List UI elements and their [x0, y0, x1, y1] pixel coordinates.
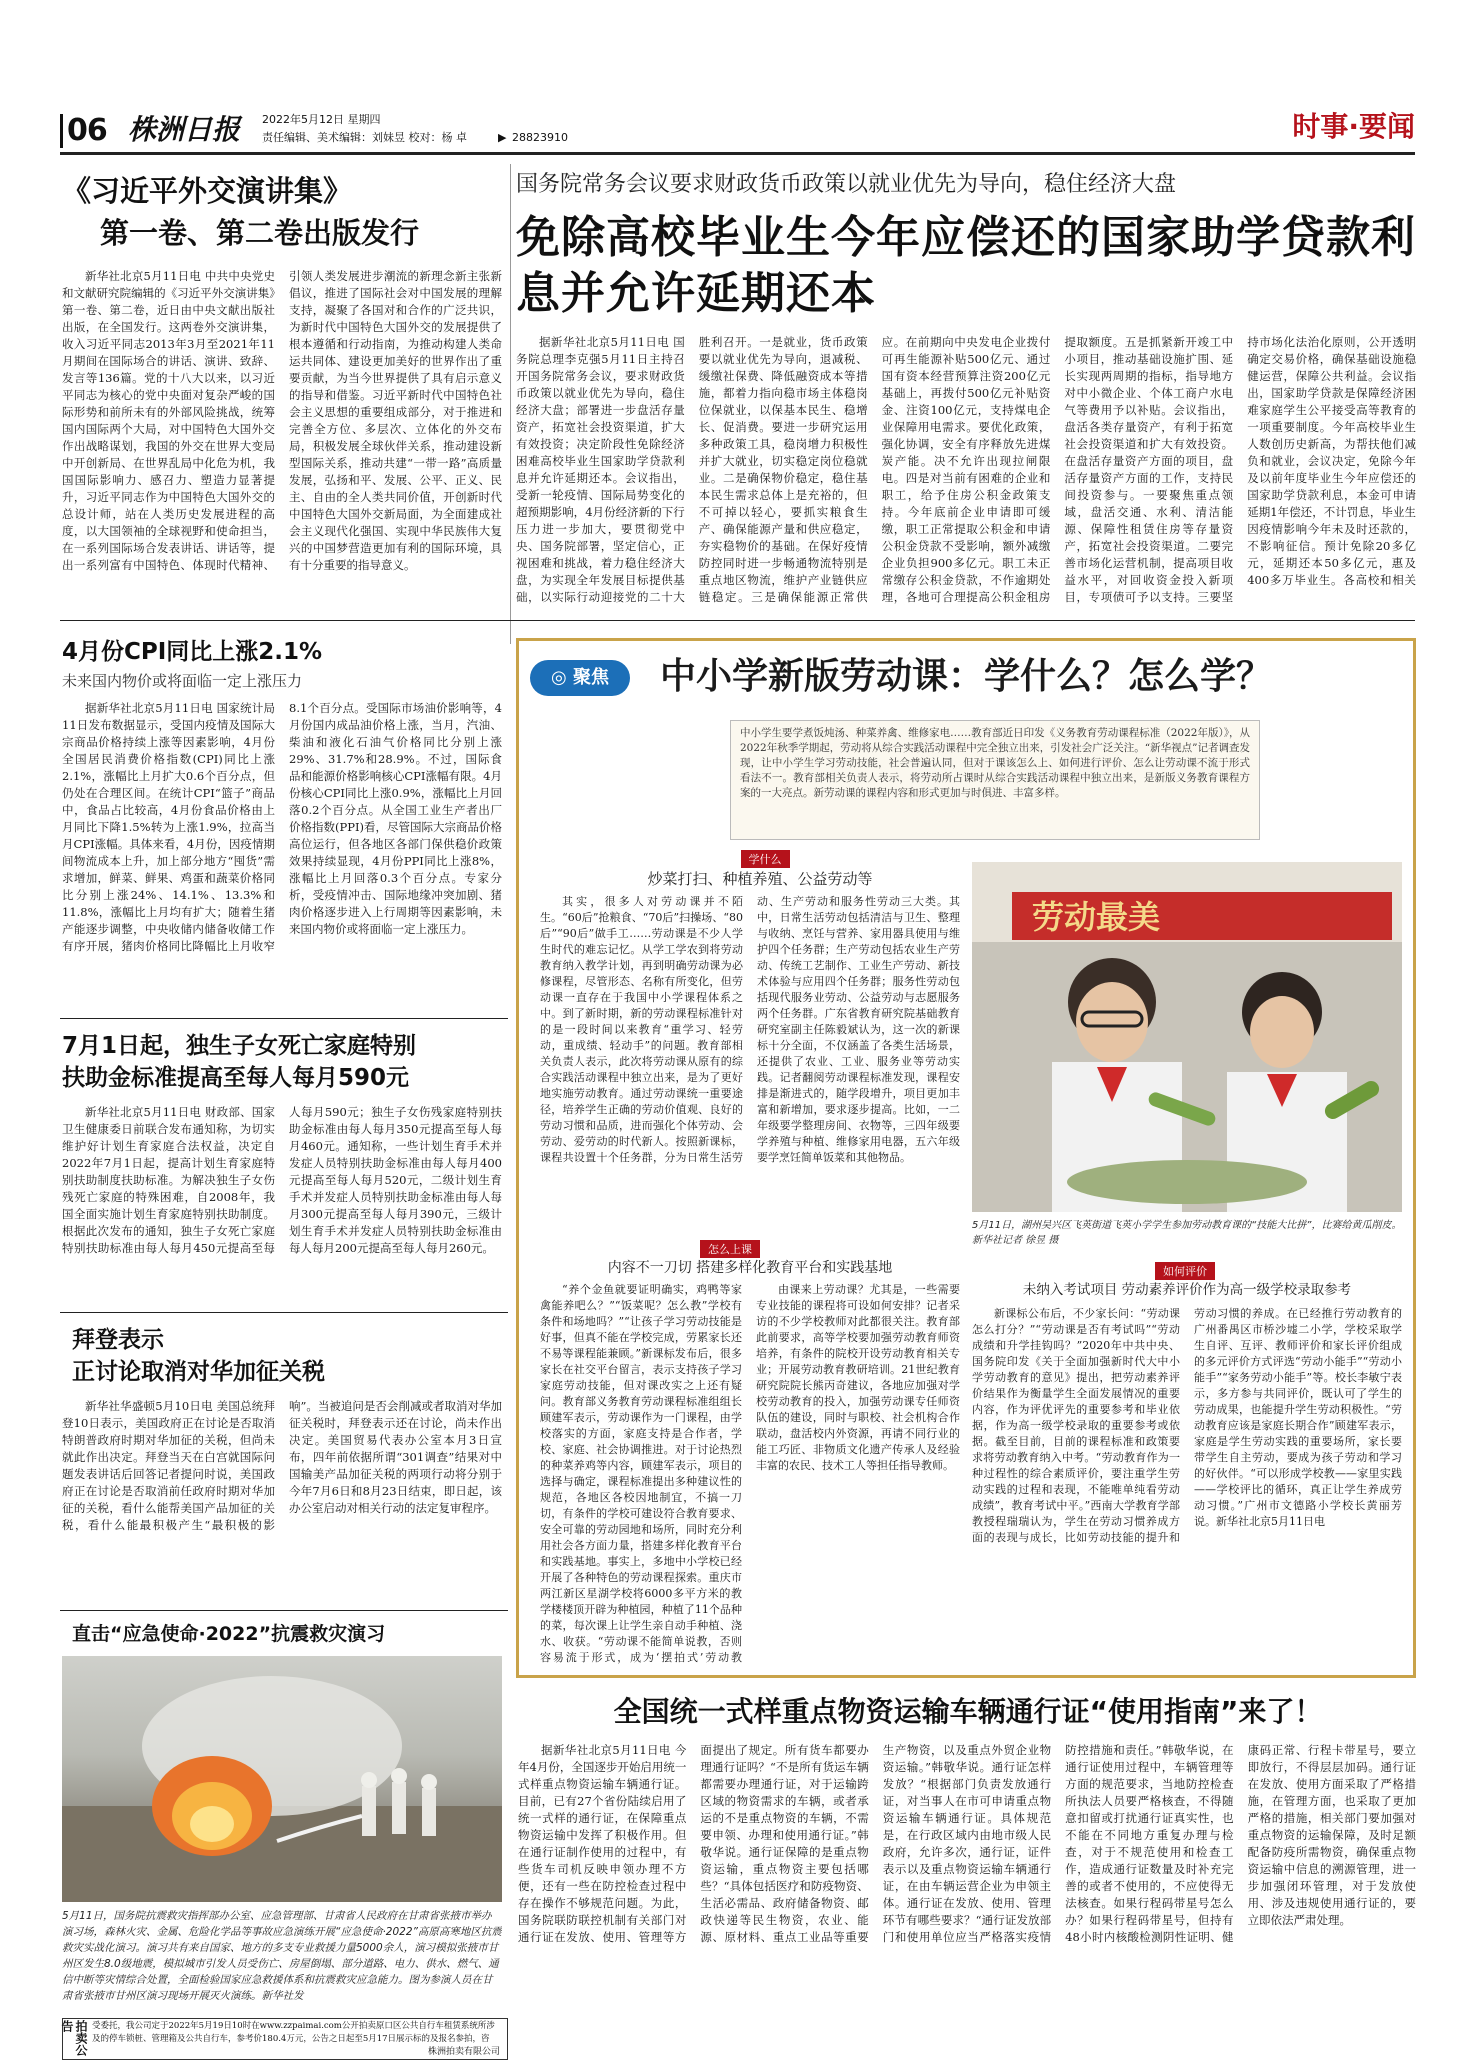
- focus-headline: 中小学新版劳动课：学什么？怎么学？: [660, 656, 1273, 697]
- section-badge: 怎么上课: [700, 1238, 760, 1258]
- magnifier-icon: ◎: [551, 667, 567, 688]
- students-peeling-cucumbers-illustration: [972, 862, 1402, 1212]
- students-photo: [972, 862, 1402, 1212]
- editors-line: 责任编辑、美术编辑：刘妹昱 校对：杨 卓: [262, 131, 467, 144]
- section-badge: 如何评价: [1150, 1260, 1220, 1280]
- photo-caption: 5月11日，湖州吴兴区飞英街道飞英小学学生参加劳动教育课的“技能大比拼”，比赛给黄瓜削皮。新华社记者 徐昱 摄: [972, 1220, 1402, 1246]
- notice-text: 受委托，我公司定于2022年5月19日10时在www.zzpaimai.com公开拍卖原口区公共自行车租赁系统所涉及的停车锁桩、管理箱及公共自行车，参考价180.4万元，公告之日起至5月17日展示标的及报名参拍，咨: [92, 2021, 495, 2044]
- headline: 全国统一式样重点物资运输车辆通行证“使用指南”来了！: [613, 1695, 1323, 1728]
- headline-line2: 扶助金标准提高至每人每月590元: [62, 1065, 410, 1091]
- kicker: 国务院常务会议要求财政货币政策以就业优先为导向，稳住经济大盘: [516, 172, 1177, 197]
- column-divider: [510, 164, 511, 644]
- section-badge: 学什么: [740, 848, 790, 868]
- headline-line2: 第一卷、第二卷出版发行: [100, 216, 420, 250]
- headline-line1: 拜登表示: [72, 1327, 164, 1353]
- headline: 4月份CPI同比上涨2.1%: [62, 639, 323, 665]
- section-title: 内容不一刀切 搭建多样化教育平台和实践基地: [607, 1260, 893, 1276]
- section-body: 新课标公布后，不少家长问：“劳动课怎么打分？”“劳动课是否有考试吗”“劳动成绩和升学挂钩吗？”2020年中共中央、国务院印发《关于全面加强新时代大中小学劳动教育的意见》提出，把劳动素养评价结果作为衡量学生全面发展情况的重要内容，作为评优评先的重要参考和毕业依据，作为高一级学校录取的重要参考或依据。截至目前，目前的课程标准和政策要求将劳动教育纳入中考。“劳动教育作为一种过程性的综合素质评价，要注重学生劳动实践的过程和表现，不能唯单纯看劳动成绩”，教育考试中平。”西南大学教育学部教授程瑞瑞认为，学生在劳动习惯养成方面的表现与成长，比如劳动技能的提升和劳动习惯的养成。在已经推行劳动教育的广州番禺区市桥沙墟二小学，学校采取学生自评、互评、教师评价和家长评价组成的多元评价方式评选“劳动小能手”“劳动小能手”“家务劳动小能手”等。校长李敏宁表示，多方参与共同评价，既认可了学生的劳动成果，也能提升学生劳动积极性。“劳动教育应该是家庭长期合作”顾建军表示，家庭是学生劳动实践的重要场所，家长要带学生自主劳动，要成为孩子劳动和学习的好伙伴。“可以形成学校教——家里实践——学校评比的循环，真正让学生养成劳动习惯。”广州市文德路小学校长黄丽芳说。新华社北京5月11日电: [972, 1307, 1402, 1544]
- article-body: 据新华社北京5月11日电 今年4月份，全国逐步开始启用统一式样重点物资运输车辆通行证。目前，已有27个省份陆续启用了统一式样的通行证，在保障重点物资运输中发挥了积极作用。但在通行证制作使用的过程中，有些货车司机反映申领办理不方便，还有一些在防控检查过程中存在操作不够规范问题。为此，国务院联防联控机制有关部门对通行证在发放、使用、管理等方面提出了规定。所有货车都要办理通行证吗？“不是所有货运车辆都需要办理通行证，对于运输跨区域的物资需求的车辆，或者承运的不是重点物资的车辆，不需要申领、办理和使用通行证。”韩敬华说。通行证保障的是重点物资运输，重点物资主要包括哪些？“具体包括医疗和防疫物资、生活必需品、政府储备物资、邮政快递等民生物资，农业、能源、原材料、重点工业品等重要生产物资，以及重点外贸企业物资运输。”韩敬华说。通行证怎样发放？“根据部门负责发放通行证，对当事人在市可申请重点物资运输车辆通行证。具体规范是，在行政区域内由地市级人民政府，允许多次，通行证，证件表示以及重点物资运输车辆通行证，在由车辆运营企业为申领主体。通行证在发放、使用、管理环节有哪些要求？“通行证发放部门和使用单位应当严格落实疫情防控措施和责任。”韩敬华说，在通行证使用过程中，车辆管理等方面的规范要求，当地防控检查所执法人员要严格核查，不得随意扣留或打扰通行证真实性，也不能在不同地方重复办理与检查，对于不规范使用和检查工作，造成通行证数量及时补充完善的或者不使用的，不应使得无法核查。如果行程码带星号怎么办？如果行程码带星号，但持有48小时内核酸检测阴性证明、健康码正常、行程卡带星号，要立即放行，不得层层加码。通行证在发放、使用方面采取了严格措施，在管理方面，也采取了更加严格的措施，相关部门要加强对重点物资的运输保障，及时足额配备防疫所需物资，确保重点物资运输中信息的溯源管理，进一步加强闭环管理，对于发放使用、涉及违规使用通行证的，要立即依法严肃处理。: [518, 1743, 1416, 1944]
- section-body: 其实，很多人对劳动课并不陌生。“60后”抢粮食、“70后”扫操场、“80后”“90后”做手工……劳动课是不少人学生时代的难忘记忆。从学工学农到将劳动教育纳入教学计划，再到明确劳动课为必修课程，尽管形态、名称有所变化，但劳动课一直存在于我国中小学课程体系之中。到了新时期，新的劳动课程标准针对的是一段时间以来教育“重学习、轻劳动，重成绩、轻动手”的问题。教育部相关负责人表示，此次将劳动课从原有的综合实践活动课程中独立出来，是为了更好地实施劳动教育。通过劳动课统一重要途径，培养学生正确的劳动价值观、良好的劳动习惯和品质，进而强化个体劳动、会劳动、爱劳动的时代新人。按照新课标，课程共设置十个任务群，分为日常生活劳动、生产劳动和服务性劳动三大类。其中，日常生活劳动包括清洁与卫生、整理与收纳、烹饪与营养、家用器具使用与维护四个任务群；生产劳动包括农业生产劳动、传统工艺制作、工业生产劳动、新技术体验与应用四个任务群；服务性劳动包括现代服务业劳动、公益劳动与志愿服务两个任务群。广东省教育研究院基础教育研究室副主任陈毅斌认为，这一次的新课标十分全面，不仅涵盖了各类生活场景，还提供了农业、工业、服务业等劳动实践。记者翻阅劳动课程标准发现，课程安排是渐进式的，随学段增升，项目更加丰富和新增加，要求逐步提高。比如，一二年级要学整理房间、衣物等，三四年级要学养殖与种植、维修家用电器，五六年级要学烹饪简单饭菜和其他物品。: [540, 895, 960, 1164]
- focus-logo: ◎ 聚焦: [530, 660, 630, 696]
- section-body: “养个金鱼就要证明确实，鸡鸭等家禽能养吧么？”“饭菜呢？怎么教”学校有条件和场地吗？”“让孩子学习劳动技能是好事，但真不能在学校完成，劳累家长还不易等课程能兼顾。”新课标发布后，很多家长在社交平台留言，表示支持孩子学习家庭劳动技能，但对课改实之上还有疑问。教育部义务教育劳动课程标准组组长顾建军表示，劳动课作为一门课程，由学校落实的方面，家庭支持是合作者，学校、家庭、社会协调推进。对于讨论热烈的种菜养鸡等内容，顾建军表示，项目的选择与确定，课程标准提出多种建议性的规范，各地区各校因地制宜，不搞一刀切，有条件的学校可建设符合教育要求、安全可靠的劳动园地和场所，同时充分利用社会各方面力量，搭建多样化教育平台和实践基地。事实上，多地中小学校已经开展了各种特色的劳动课程探索。重庆市两江新区星湖学校将6000多平方米的教学楼楼顶开辟为种植园，种植了11个品种的菜，每次课上让学生亲自动手种植、浇水、收获。“劳动课不能简单说教，否则容易流于形式，成为‘摆拍式’劳动教: [540, 1283, 742, 1664]
- notice-label: 拍卖公告: [60, 2020, 88, 2056]
- photo-caption: 5月11日，国务院抗震救灾指挥部办公室、应急管理部、甘肃省人民政府在甘肃省张掖市举办演习场，森林火灾、金属、危险化学品等事故应急演练开展“应急使命·2022”高原高寒地区抗震救灾实战化演习。演习共有来自国家、地方的多支专业救援力量5000余人，演习模拟张掖市甘州区发生8.0级地震，模拟城市引发人员受伤亡、房屋倒塌、部分道路、电力、供水、燃气、通信中断等灾情综合处置，全面检验国家应急救援体系和抗震救灾应急能力。图为参演人员在甘肃省张掖市甘州区演习现场开展灭火演练。新华社发: [62, 1910, 502, 2002]
- section-rule: [60, 1312, 508, 1313]
- header-rule: [60, 152, 1415, 155]
- masthead-logo: 株洲日报: [128, 113, 241, 146]
- article-body: 据新华社北京5月11日电 国家统计局11日发布数据显示，受国内疫情及国际大宗商品价格持续上涨等因素影响，4月份全国居民消费价格指数(CPI)同比上涨2.1%，涨幅比上月扩大0.6个百分点，但仍处在合理区间。在统计CPI“篮子”商品中，食品占比较高，4月份食品价格由上月同比下降1.5%转为上涨1.9%，拉高当月CPI涨幅。具体来看，4月份，因疫情期间物流成本上升，加上部分地方“囤货”需求增加，鲜菜、鲜果、鸡蛋和蔬菜价格同比分别上涨24%、14.1%、13.3%和11.8%，涨幅比上月均有扩大；随着生猪产能逐步调整，中央收储内储备收储工作有序开展，猪肉价格同比降幅比上月收窄8.1个百分点。受国际市场油价影响等，4月份国内成品油价格上涨，当月，汽油、柴油和液化石油气价格同比分别上涨29%、31.7%和28.9%。不过，国际食品和能源价格影响核心CPI涨幅有限。4月份核心CPI同比上涨0.9%，涨幅比上月回落0.2个百分点。从全国工业生产者出厂价格指数(PPI)看，尽管国际大宗商品价格高位运行，但各地区各部门保供稳价政策效果持续显现，4月份PPI同比上涨8%，涨幅比上月回落0.3个百分点。专家分析，受疫情冲击、国际地缘冲突加剧、猪肉价格逐步进入上行周期等因素影响，未来国内物价或将面临一定上涨压力。: [62, 701, 502, 953]
- hotline: 28823910: [512, 131, 568, 144]
- section-rule: [60, 1018, 508, 1019]
- issue-date: 2022年5月12日 星期四: [262, 113, 381, 126]
- phone-icon: ▶: [498, 131, 507, 144]
- drill-photo: [62, 1656, 502, 1902]
- section-title: 炒菜打扫、种植养殖、公益劳动等: [647, 870, 873, 888]
- notice-company: 株洲拍卖有限公司: [427, 2047, 500, 2057]
- section-name: 时事·要闻: [1292, 110, 1415, 143]
- headline-line1: 《习近平外交演讲集》: [62, 174, 353, 208]
- headline-line1: 7月1日起，独生子女死亡家庭特别: [62, 1033, 417, 1059]
- section-body-continued: 由课来上劳动课？尤其是，一些需要专业技能的课程将可设如何安排？记者采访的不少学校教师对此都很关注。教育部此前要求，高等学校要加强劳动教育师资培养，有条件的院校开设劳动教育相关专业；开展劳动教育教研培训。21世纪教育研究院院长熊丙奇建议，各地应加强对学校劳动教育的投入，加强劳动课专任师资队伍的建设，同时与职校、社会机构合作联动，盘活校内外资源，再请不同行业的能工巧匠、非物质文化遗产传承人及经验丰富的农民、技术工人等担任指导教师。: [756, 1283, 960, 1472]
- page-number: 06: [60, 114, 107, 148]
- headline-line2: 正讨论取消对华加征关税: [72, 1359, 325, 1385]
- headline: 直击“应急使命·2022”抗震救灾演习: [72, 1623, 386, 1645]
- subheadline: 未来国内物价或将面临一定上涨压力: [62, 672, 303, 690]
- banner-text: 劳动最美: [1032, 898, 1161, 936]
- section-title: 未纳入考试项目 劳动素养评价作为高一级学校录取参考: [1022, 1282, 1352, 1298]
- article-body: 新华社华盛顿5月10日电 美国总统拜登10日表示，美国政府正在讨论是否取消特朗普政府时期对华加征的关税，但尚未就此作出决定。拜登当天在白宫就国际问题发表讲话后回答记者提问时说，美国政府正在讨论是否取消前任政府时期对华加征的关税，看什么能帮美国产品加征的关税，看什么能最积极产生“最积极的影响”。当被追问是否会削减或者取消对华加征关税时，拜登表示还在讨论，尚未作出决定。美国贸易代表办公室本月3日宣布，四年前依据所谓“301调查”结果对中国输美产品加征关税的两项行动将分别于今年7月6日和8月23日结束，即日起，该办公室启动对相关行动的法定复审程序。: [62, 1399, 502, 1532]
- fire-scene-illustration: [62, 1656, 502, 1902]
- section-rule: [60, 620, 1415, 621]
- main-headline: 免除高校毕业生今年应偿还的国家助学贷款利息并允许延期还本: [516, 212, 1416, 319]
- article-body: 新华社北京5月11日电 中共中央党史和文献研究院编辑的《习近平外交演讲集》第一卷、第二卷，近日由中央文献出版社出版，在全国发行。这两卷外交演讲集，收入习近平同志2013年3月至2021年11月期间在国际场合的讲话、演讲、致辞、发言等136篇。党的十八大以来，以习近平同志为核心的党中央面对复杂严峻的国际形势和前所未有的外部风险挑战，统筹国内国际两个大局，对中国特色大国外交作出战略谋划，我国的外交在世界大变局中开创新局、在世界乱局中化危为机，我国国际影响力、感召力、塑造力显著提升，习近平同志作为中国特色大国外交的总设计师，站在人类历史发展进程的高度，以大国领袖的全球视野和使命担当，在一系列国际场合发表讲话、讲话等，提出一系列富有中国特色、体现时代精神、引领人类发展进步潮流的新理念新主张新倡议，推进了国际社会对中国发展的理解支持，凝聚了各国对和合作的广泛共识，为新时代中国特色大国外交的发展提供了根本遵循和行动指南，为推动构建人类命运共同体、建设更加美好的世界作出了重要贡献，为当今世界提供了具有启示意义的指导和借鉴。习近平新时代中国特色社会主义思想的重要组成部分，对于推进和完善全方位、多层次、立体化的外交布局，积极发展全球伙伴关系，推动建设新型国际关系，推动共建“一带一路”高质量发展，弘扬和平、发展、公平、正义、民主、自由的全人类共同价值，开创新时代中国特色大国外交新局面，为全面建成社会主义现代化强国、实现中华民族伟大复兴的中国梦营造更加有利的国际环境，具有十分重要的指导意义。: [62, 269, 502, 572]
- intro-text: 中小学生要学煮饭炖汤、种菜养禽、维修家电……教育部近日印发《义务教育劳动课程标准（2022年版）》，从2022年秋季学期起，劳动将从综合实践活动课程中完全独立出来，引发社会广泛关注。“新华视点”记者调查发现，让中小学生学习劳动技能，社会普遍认同，但对于课该怎么上、如何进行评价、怎么让劳动课不流于形式看法不一。教育部相关负责人表示，将劳动所占课时从综合实践活动课程中独立出来，是新版义务教育课程方案的一大亮点。新劳动课的课程内容和形式更加与时俱进、丰富多样。: [740, 727, 1250, 799]
- section-rule: [60, 1610, 508, 1611]
- article-body: 新华社北京5月11日电 财政部、国家卫生健康委日前联合发布通知称，为切实维护好计划生育家庭合法权益，决定自2022年7月1日起，提高计划生育家庭特别扶助制度扶助标准。为解决独生子女伤残死亡家庭的特殊困难，自2008年，我国全面实施计划生育家庭特别扶助制度。根据此次发布的通知，独生子女死亡家庭特别扶助标准由每人每月450元提高至每人每月590元；独生子女伤残家庭特别扶助金标准由每人每月350元提高至每人每月460元。通知称，一些计划生育手术并发症人员特别扶助金标准由每人每月400元提高至每人每月520元，二级计划生育手术并发症人员特别扶助金标准由每人每月300元提高至每人每月390元，三级计划生育手术并发症人员特别扶助金标准由每人每月200元提高至每人每月260元。: [62, 1105, 502, 1255]
- article-body: 据新华社北京5月11日电 国务院总理李克强5月11日主持召开国务院常务会议，要求财政货币政策以就业优先为导向，稳住经济大盘；部署进一步盘活存量资产，拓宽社会投资渠道，扩大有效投资；决定阶段性免除经济困难高校毕业生国家助学贷款利息并允许延期还本。会议指出，受新一轮疫情、国际局势变化的超预期影响，4月份经济新的下行压力进一步加大，要贯彻党中央、国务院部署，坚定信心，正视困难和挑战，着力稳住经济大盘，为实现全年发展目标提供基础，以实际行动迎接党的二十大胜利召开。一是就业，货币政策要以就业优先为导向，退减税、缓缴社保费、降低融资成本等措施，都着力指向稳市场主体稳岗位保就业，以保基本民生、稳增长、促消费。要进一步研究运用多种政策工具，稳岗增力积极性并扩大就业，切实稳定岗位稳就业。二是确保物价稳定，稳住基本民生需求总体上是充裕的，但不可掉以轻心，要抓实粮食生产、确保能源产量和供应稳定，夯实稳物价的基础。在保好疫情防控同时进一步畅通物流特别是重点地区物流，维护产业链供应链稳定。三是确保能源正常供应。在前期向中央发电企业拨付可再生能源补贴500亿元、通过国有资本经营预算注资200亿元基础上，再拨付500亿元补贴资金、注资100亿元，支持煤电企业保障用电需求。要优化政策，强化协调，安全有序释放先进煤炭产能。决不允许出现拉闸限电。四是对当前有困难的企业和职工，给予住房公积金政策支持。今年底前企业申请即可缓缴，职工正常提取公积金和申请公积金贷款不受影响，额外减缴企业负担900多亿元。职工未正常缴存公积金贷款，不作逾期处理，各地可合理提高公积金租房提取额度。五是抓紧新开竣工中小项目，推动基础设施扩围、延长实现两周期的指标，指导地方对中小微企业、个体工商户水电气等费用予以补贴。会议指出，盘活各类存量资产，有利于拓宽社会投资渠道和扩大有效投资。在盘活存量资产方面的项目，盘活存量资产方面的工作，支持民间投资参与。一要聚焦重点领域，盘活交通、水利、清洁能源、保障性租赁住房等存量资产，拓宽社会投资渠道。二要完善市场化运营机制，提高项目收益水平，对回收资金投入新项目，专项债可予以支持。三要坚持市场化法治化原则，公开透明确定交易价格，确保基础设施稳健运营，保障公共利益。会议指出，国家助学贷款是保障经济困难家庭学生公平接受高等教育的一项重要制度。今年高校毕业生人数创历史新高，为帮扶他们减负和就业，会议决定，免除今年及以前年度毕业生今年应偿还的国家助学贷款利息，本金可申请延期1年偿还，不计罚息，毕业生因疫情影响今年未及时还款的，不影响征信。预计免除20多亿元，延期还本50多亿元，惠及400多万毕业生。各高校和相关: [516, 335, 1416, 604]
